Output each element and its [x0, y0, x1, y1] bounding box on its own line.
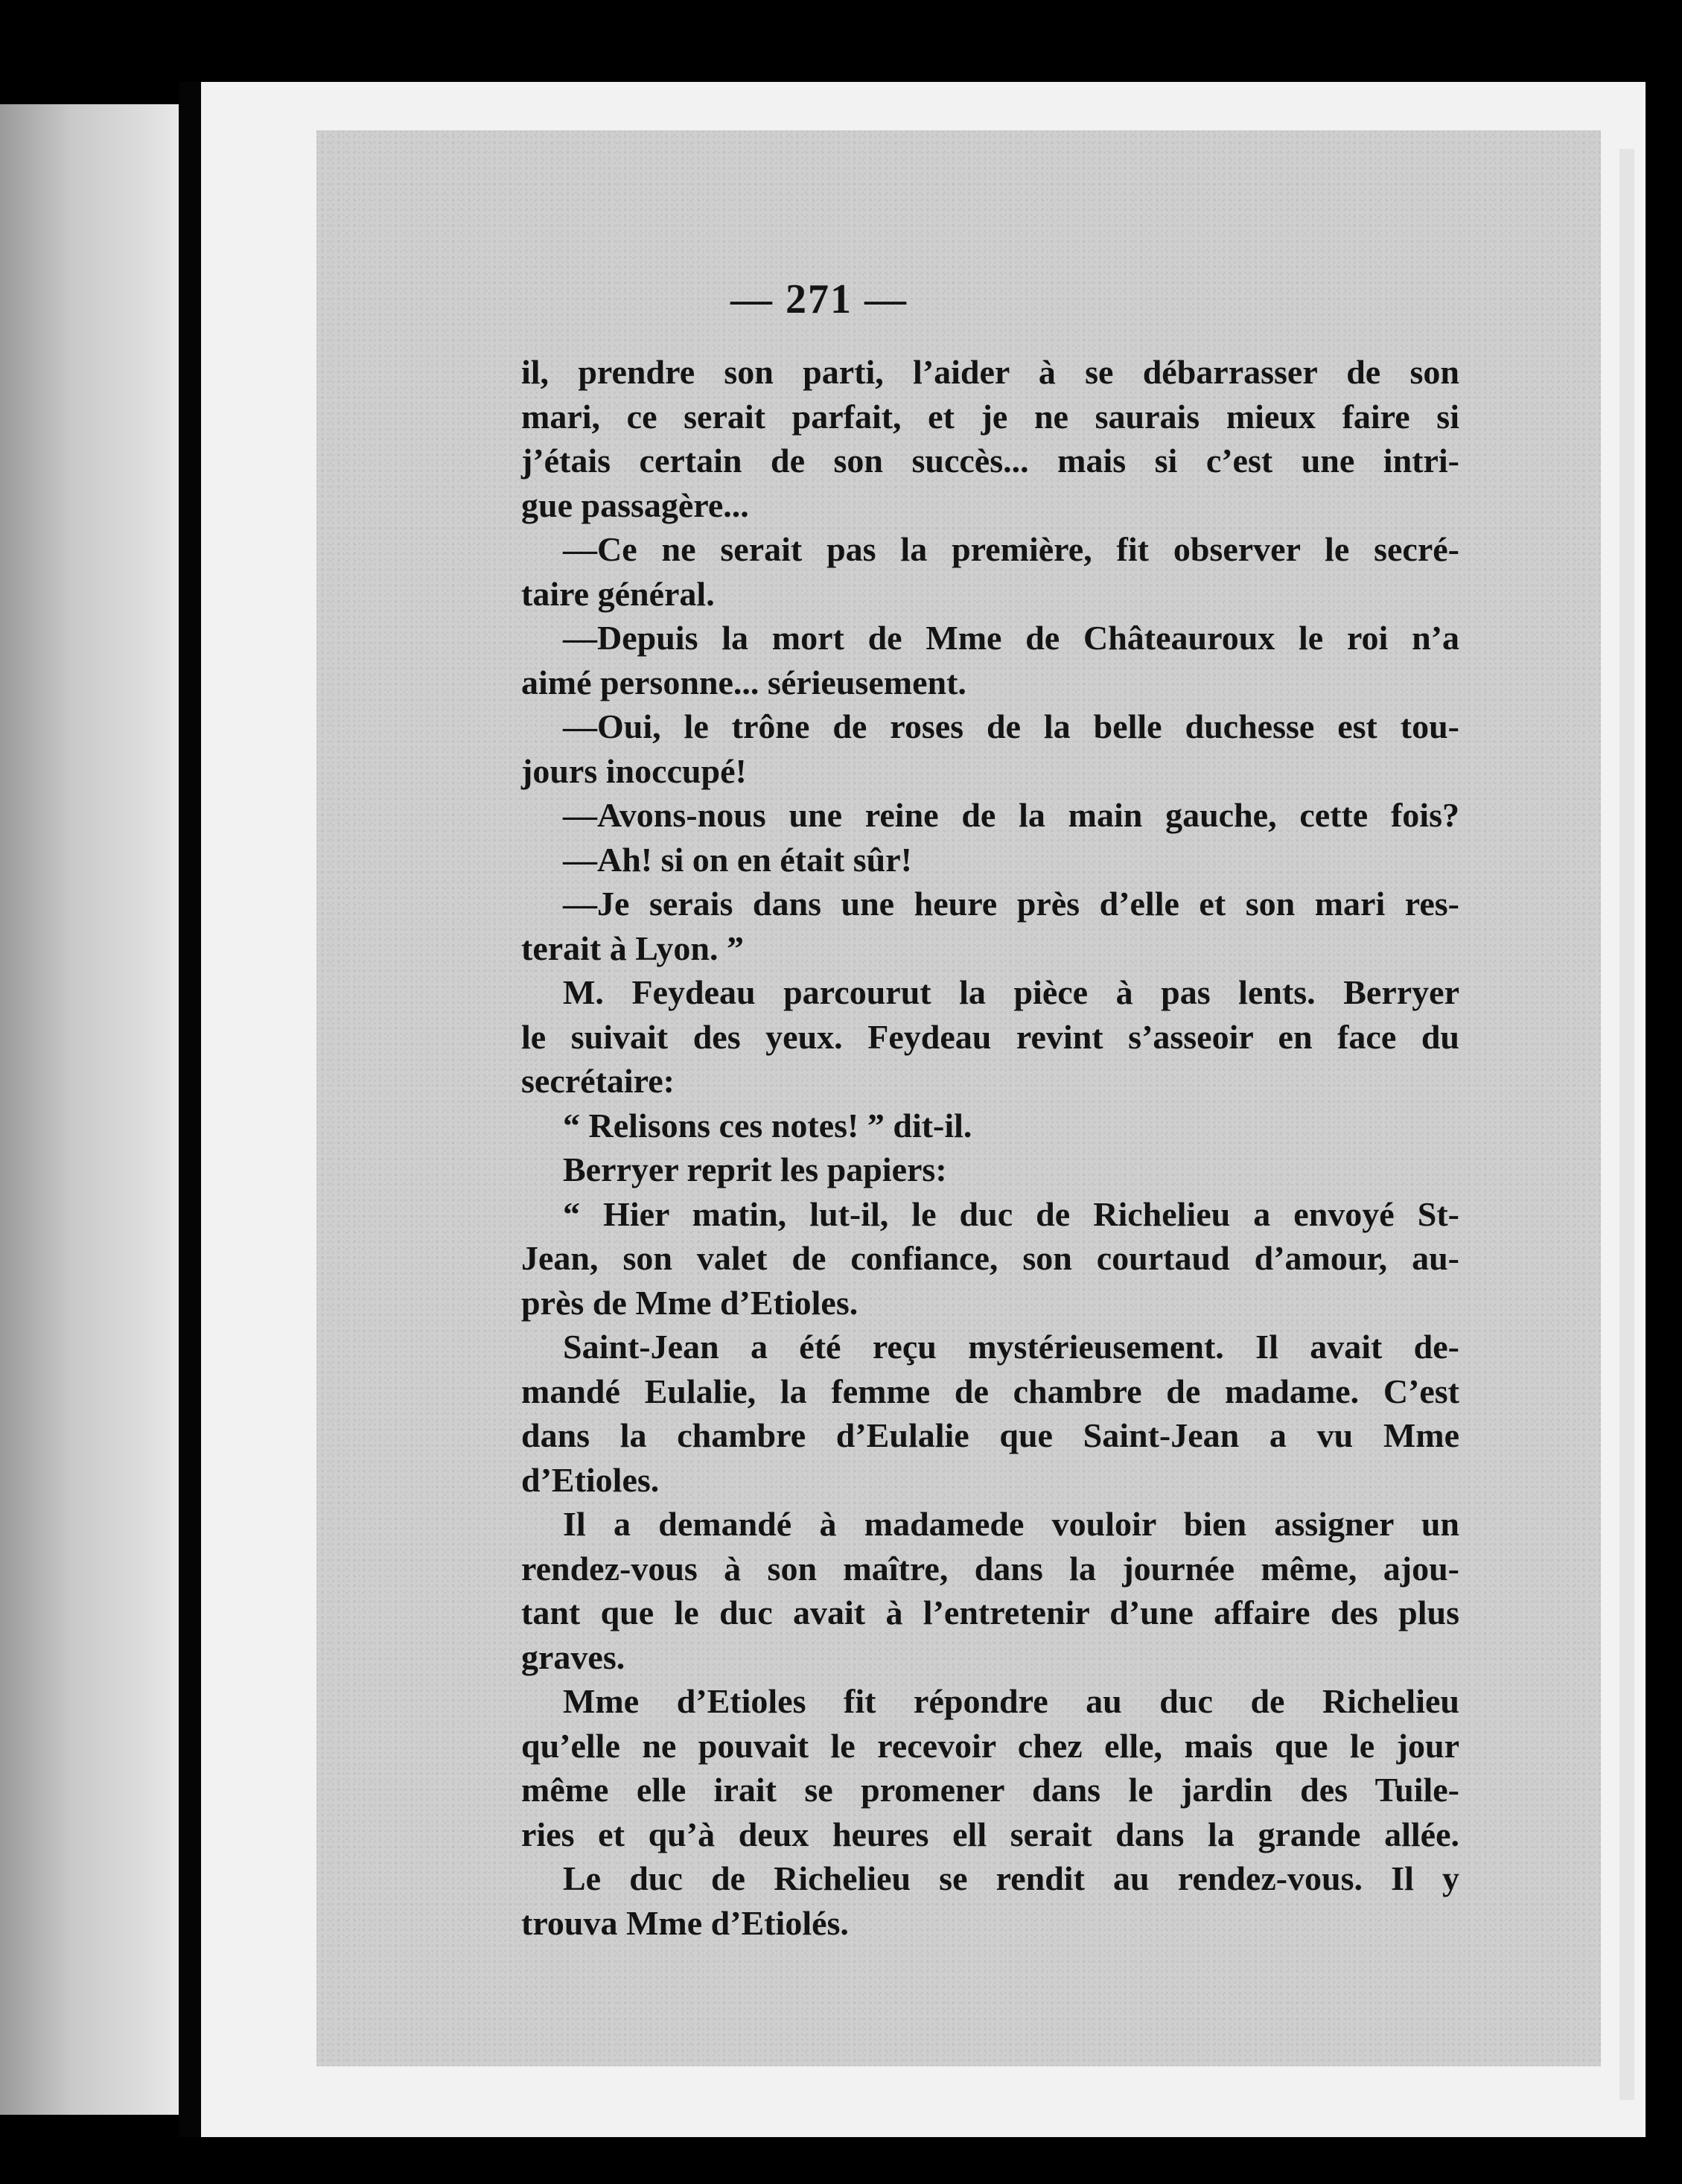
body-text	[521, 350, 1459, 1945]
text-line: “ Relisons ces notes! ” dit-il.	[563, 1106, 972, 1144]
text-line: tant que le duc avait à l’entretenir d’une affaire des plus	[521, 1594, 1459, 1631]
text-line: même elle irait se promener dans le jardin des Tuile-	[521, 1771, 1459, 1809]
text-line: —Oui, le trône de roses de la belle duchesse est tou-	[563, 707, 1459, 745]
text-line: dans la chambre d’Eulalie que Saint-Jean a vu Mme	[521, 1416, 1459, 1454]
text-line: —Ce ne serait pas la première, fit observer le secré-	[563, 530, 1459, 568]
book-gutter	[179, 82, 201, 2137]
text-line: Le duc de Richelieu se rendit au rendez-vous. Il y	[563, 1859, 1459, 1897]
text-line: ries et qu’à deux heures ell serait dans la grande allée.	[521, 1815, 1459, 1853]
text-line: mari, ce serait parfait, et je ne saurais mieux faire si	[521, 397, 1459, 436]
text-line: —Ah! si on en était sûr!	[563, 840, 912, 879]
page-edge-right	[1619, 149, 1634, 2100]
text-line: Saint-Jean a été reçu mystérieusement. Il avait de-	[563, 1328, 1459, 1366]
text-line: —Je serais dans une heure près d’elle et son mari res-	[563, 885, 1459, 923]
text-line: j’étais certain de son succès... mais si c’est une intri-	[521, 442, 1459, 480]
text-line: gue passagère...	[521, 485, 749, 524]
text-line: il, prendre son parti, l’aider à se débarrasser de son	[521, 353, 1459, 391]
text-line: jours inoccupé!	[521, 751, 747, 790]
text-line: d’Etioles.	[521, 1460, 660, 1499]
text-line: taire général.	[521, 574, 715, 613]
text-line: Il a demandé à madamede vouloir bien assigner un	[563, 1505, 1459, 1543]
text-line: près de Mme d’Etioles.	[521, 1283, 858, 1322]
text-line: le suivait des yeux. Feydeau revint s’asseoir en face du	[521, 1017, 1459, 1056]
text-line: —Avons-nous une reine de la main gauche, cette fois?	[563, 796, 1459, 834]
text-line: Berryer reprit les papiers:	[563, 1150, 947, 1188]
text-line: Mme d’Etioles fit répondre au duc de Richelieu	[563, 1682, 1459, 1720]
text-line: Jean, son valet de confiance, son courtaud d’amour, au-	[521, 1239, 1459, 1277]
page-number: — 271 —	[730, 276, 908, 322]
text-line: rendez-vous à son maître, dans la journée même, ajou-	[521, 1549, 1459, 1588]
text-line: —Depuis la mort de Mme de Châteauroux le roi n’a	[563, 619, 1459, 657]
text-line: secrétaire:	[521, 1062, 675, 1100]
text-line: mandé Eulalie, la femme de chambre de madame. C’est	[521, 1372, 1459, 1410]
text-line: aimé personne... sérieusement.	[521, 663, 966, 701]
text-line: trouva Mme d’Etiolés.	[521, 1903, 849, 1942]
facing-page-edge	[0, 104, 179, 2115]
text-line: M. Feydeau parcourut la pièce à pas lents. Berryer	[563, 973, 1459, 1011]
text-line: terait à Lyon. ”	[521, 929, 744, 967]
text-line: graves.	[521, 1637, 625, 1676]
text-line: “ Hier matin, lut-il, le duc de Richelieu a envoyé St-	[563, 1194, 1459, 1233]
text-line: qu’elle ne pouvait le recevoir chez elle, mais que le jour	[521, 1726, 1459, 1765]
